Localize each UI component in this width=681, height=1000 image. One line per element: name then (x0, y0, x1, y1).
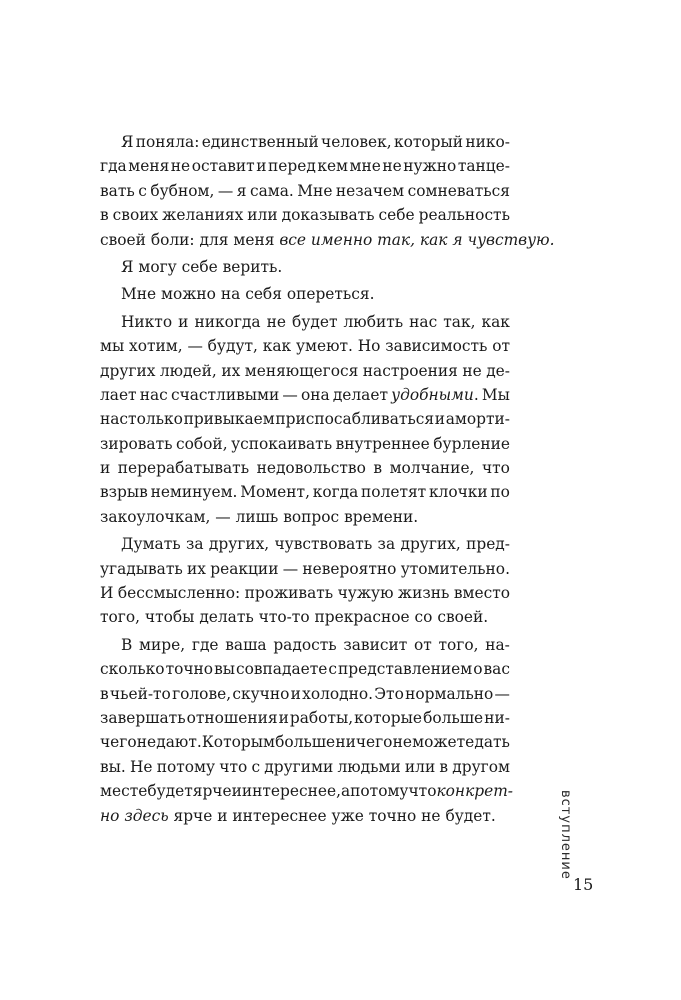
text-line (100, 682, 510, 706)
word: других, (208, 535, 270, 554)
text-line (100, 706, 510, 730)
paragraph (100, 130, 555, 252)
word: за (185, 535, 204, 554)
text-line (100, 130, 510, 154)
text-line (100, 804, 510, 828)
paragraph (100, 282, 510, 306)
word: работы, (289, 708, 354, 727)
word: аморти- (445, 410, 510, 429)
word: месте (100, 782, 148, 801)
word: не (170, 157, 191, 176)
word: вас (483, 660, 510, 679)
word: бурление (433, 434, 510, 453)
word: больше (423, 708, 484, 727)
word: единственный (201, 133, 319, 151)
word: ваша (225, 635, 267, 654)
text-line (100, 310, 510, 334)
word: как (419, 230, 448, 249)
word: мы (100, 337, 125, 356)
word: — (187, 337, 203, 356)
word: невероятно (302, 559, 397, 578)
word: все (279, 230, 307, 249)
word: где (191, 635, 219, 654)
word: себе (378, 206, 415, 225)
word: нас (409, 312, 438, 331)
word: Момент, (240, 483, 310, 502)
word: себя (245, 285, 282, 304)
word: И (100, 584, 114, 603)
word: и (100, 459, 111, 478)
word: и (231, 782, 242, 801)
word: от (492, 337, 510, 356)
word: будет (292, 312, 338, 331)
word: Мне (121, 285, 157, 304)
word: и (256, 157, 267, 176)
text-line (100, 282, 510, 306)
word: чтобы (144, 608, 195, 627)
word: будет (147, 782, 193, 801)
word: который (393, 133, 464, 151)
word: кем (317, 157, 349, 176)
word: своей (100, 230, 146, 249)
word: настолько (100, 410, 183, 429)
word: на (220, 285, 241, 304)
text-line (100, 755, 510, 779)
word: Мы (481, 385, 510, 404)
word: приспосабливаться (275, 410, 435, 429)
word: привыкаем (183, 410, 275, 429)
word: другими (264, 757, 334, 776)
word: интереснее (232, 806, 327, 825)
word: себе (181, 257, 218, 276)
word: отношения (186, 708, 278, 727)
word: лишь (235, 507, 279, 526)
word: собой, (176, 434, 228, 453)
text-line (100, 154, 510, 178)
word: Никто (121, 312, 173, 331)
word: чего (100, 733, 137, 752)
word: представлением (338, 660, 473, 679)
word: здесь (124, 806, 169, 825)
word: дают. (156, 733, 202, 752)
word: человек, (321, 133, 392, 151)
word: жизнь (397, 584, 450, 603)
word: внутреннее (335, 434, 430, 453)
word: не (266, 312, 286, 331)
word: холодно. (302, 684, 374, 703)
word: а (340, 782, 351, 801)
word: больше (275, 733, 336, 752)
word: будет. (445, 806, 496, 825)
word: доказывать (281, 206, 375, 225)
word: с (328, 660, 338, 679)
word: хотим, (129, 337, 183, 356)
word: бессмысленно: (117, 584, 241, 603)
word: вы (214, 660, 235, 679)
word: чужую (337, 584, 394, 603)
word: пред- (466, 535, 510, 554)
word: с (251, 757, 261, 776)
word: или (247, 206, 278, 225)
word: сколько (100, 660, 165, 679)
word: и (290, 684, 301, 703)
word: меня (233, 230, 275, 249)
word: ни- (484, 708, 510, 727)
word: уже (331, 806, 364, 825)
word: их (187, 559, 206, 578)
word: Которым (201, 733, 275, 752)
word: В (121, 635, 133, 654)
word: сомневаться (407, 181, 510, 200)
word: реальность (418, 206, 510, 225)
word: зависит (343, 635, 408, 654)
text-line (100, 228, 555, 252)
word: нико- (465, 133, 510, 151)
word: по (490, 483, 510, 502)
word: не (421, 806, 441, 825)
text-line (100, 255, 510, 279)
word: утомительно. (400, 559, 510, 578)
word: в (373, 459, 383, 478)
body-text (100, 130, 555, 828)
word: интереснее, (241, 782, 341, 801)
text-line (100, 480, 510, 504)
word: счастливыми (170, 385, 280, 404)
word: реакции (210, 559, 279, 578)
word: не (462, 361, 482, 380)
word: конкрет- (436, 782, 514, 801)
word: зировать (100, 434, 173, 453)
paragraph (100, 532, 510, 630)
word: делать (199, 608, 254, 627)
word: верить. (222, 257, 283, 276)
word: боли: (150, 230, 195, 249)
word: делает (332, 385, 388, 404)
text-line (100, 605, 510, 629)
text-line (100, 779, 514, 803)
paragraph (100, 310, 510, 530)
word: своей. (437, 608, 489, 627)
word: совпадаете (236, 660, 328, 679)
text-line (100, 657, 510, 681)
word: их (221, 361, 241, 380)
word: перерабатывать (117, 459, 250, 478)
word: вы. (100, 757, 126, 776)
word: Это (374, 684, 404, 703)
word: своих (112, 206, 159, 225)
word: недовольство (256, 459, 366, 478)
word: де- (486, 361, 510, 380)
text-line (100, 581, 510, 605)
page-number: 15 (573, 875, 594, 894)
word: она (300, 385, 330, 404)
word: радость (273, 635, 337, 654)
word: полетят (361, 483, 427, 502)
word: так, (443, 312, 476, 331)
word: — (215, 507, 231, 526)
word: опереться. (286, 285, 375, 304)
word: не (382, 157, 402, 176)
text-line (100, 203, 510, 227)
word: вместо (453, 584, 510, 603)
word: того, (438, 635, 479, 654)
word: — (282, 559, 299, 578)
text-line (100, 532, 510, 556)
word: и (178, 312, 189, 331)
word: мне (349, 157, 381, 176)
word: что (219, 757, 248, 776)
word: умеют. (295, 337, 353, 356)
word: что-то (258, 608, 310, 627)
word: чьей-то (109, 684, 171, 703)
word: которые (354, 708, 423, 727)
word: Думать (121, 535, 181, 554)
text-line (100, 334, 510, 358)
word: перед (268, 157, 316, 176)
word: удобными. (391, 385, 479, 404)
word: желаниях (162, 206, 244, 225)
word: никогда (194, 312, 261, 331)
word: от (413, 635, 432, 654)
word: скучно (232, 684, 290, 703)
word: закоулочкам, (100, 507, 211, 526)
word: потому (156, 757, 216, 776)
word: или (404, 757, 436, 776)
word: и (217, 806, 228, 825)
word: будут, (207, 337, 258, 356)
paragraph (100, 255, 510, 279)
text-line (100, 359, 510, 383)
word: ярче (192, 782, 232, 801)
word: других (100, 361, 156, 380)
word: молчание, (389, 459, 475, 478)
word: танце- (457, 157, 510, 176)
word: людьми (337, 757, 401, 776)
text-line (100, 432, 510, 456)
word: гда (100, 157, 127, 176)
word: зависимость (385, 337, 488, 356)
word: чувствовать (274, 535, 373, 554)
word: голове, (172, 684, 232, 703)
word: неминуем. (150, 483, 238, 502)
word: меняющегося (244, 361, 359, 380)
word: взрыв (100, 483, 148, 502)
word: можно (161, 285, 216, 304)
word: меня (128, 157, 170, 176)
text-line (100, 730, 510, 754)
word: времени. (344, 507, 419, 526)
word: Я (121, 257, 134, 276)
text-line (100, 179, 510, 203)
word: о (473, 660, 483, 679)
word: другом (452, 757, 510, 776)
word: угадывать (100, 559, 183, 578)
word: и (434, 410, 446, 429)
word: Не (130, 757, 153, 776)
word: дать (474, 733, 510, 752)
word: чувствую. (467, 230, 555, 249)
word: точно (165, 660, 214, 679)
word: прекрасное (314, 608, 410, 627)
word: что (481, 459, 510, 478)
word: потому (350, 782, 409, 801)
word: сама. (249, 181, 294, 200)
word: именно (310, 230, 373, 249)
word: лает (100, 385, 137, 404)
word: я (236, 181, 247, 200)
word: в (100, 684, 109, 703)
word: того, (100, 608, 141, 627)
word: вопрос (283, 507, 340, 526)
word: за (377, 535, 396, 554)
word: в (100, 206, 109, 225)
paragraph (100, 633, 514, 828)
word: с (138, 181, 147, 200)
word: на- (485, 635, 510, 654)
word: незачем (335, 181, 405, 200)
word: проживать (244, 584, 334, 603)
text-line (100, 383, 510, 407)
text-line (100, 456, 510, 480)
word: ярче (173, 806, 213, 825)
word: — (494, 684, 510, 703)
word: завершать (100, 708, 186, 727)
word: нас (139, 385, 168, 404)
word: как (262, 337, 292, 356)
word: в (439, 757, 449, 776)
word: вать (100, 181, 135, 200)
word: — (282, 385, 298, 404)
word: Я (121, 133, 134, 151)
text-line (100, 407, 510, 431)
chapter-side-label: вступление (558, 790, 573, 880)
text-line (100, 557, 510, 581)
word: не (136, 733, 157, 752)
word: бубном, (150, 181, 215, 200)
word: людей, (159, 361, 217, 380)
text-line (100, 633, 510, 657)
word: я (452, 230, 463, 249)
word: и (278, 708, 289, 727)
word: других, (400, 535, 461, 554)
word: успокаивать (231, 434, 333, 453)
word: могу (138, 257, 177, 276)
word: Но (357, 337, 381, 356)
word: оставит (191, 157, 255, 176)
word: для (199, 230, 229, 249)
word: Мне (297, 181, 333, 200)
word: как (481, 312, 510, 331)
word: со (414, 608, 433, 627)
word: клочки (428, 483, 488, 502)
word: так, (377, 230, 416, 249)
word: но (100, 806, 120, 825)
word: настроения (362, 361, 458, 380)
text-line (100, 505, 510, 529)
word: поняла: (135, 133, 200, 151)
word: можете (412, 733, 475, 752)
word: — (217, 181, 234, 200)
word: любить (343, 312, 404, 331)
word: нормально (405, 684, 494, 703)
word: мире, (139, 635, 186, 654)
word: ничего (335, 733, 393, 752)
word: нужно (403, 157, 457, 176)
word: не (392, 733, 412, 752)
word: что (408, 782, 437, 801)
word: точно (368, 806, 417, 825)
word: когда (312, 483, 359, 502)
